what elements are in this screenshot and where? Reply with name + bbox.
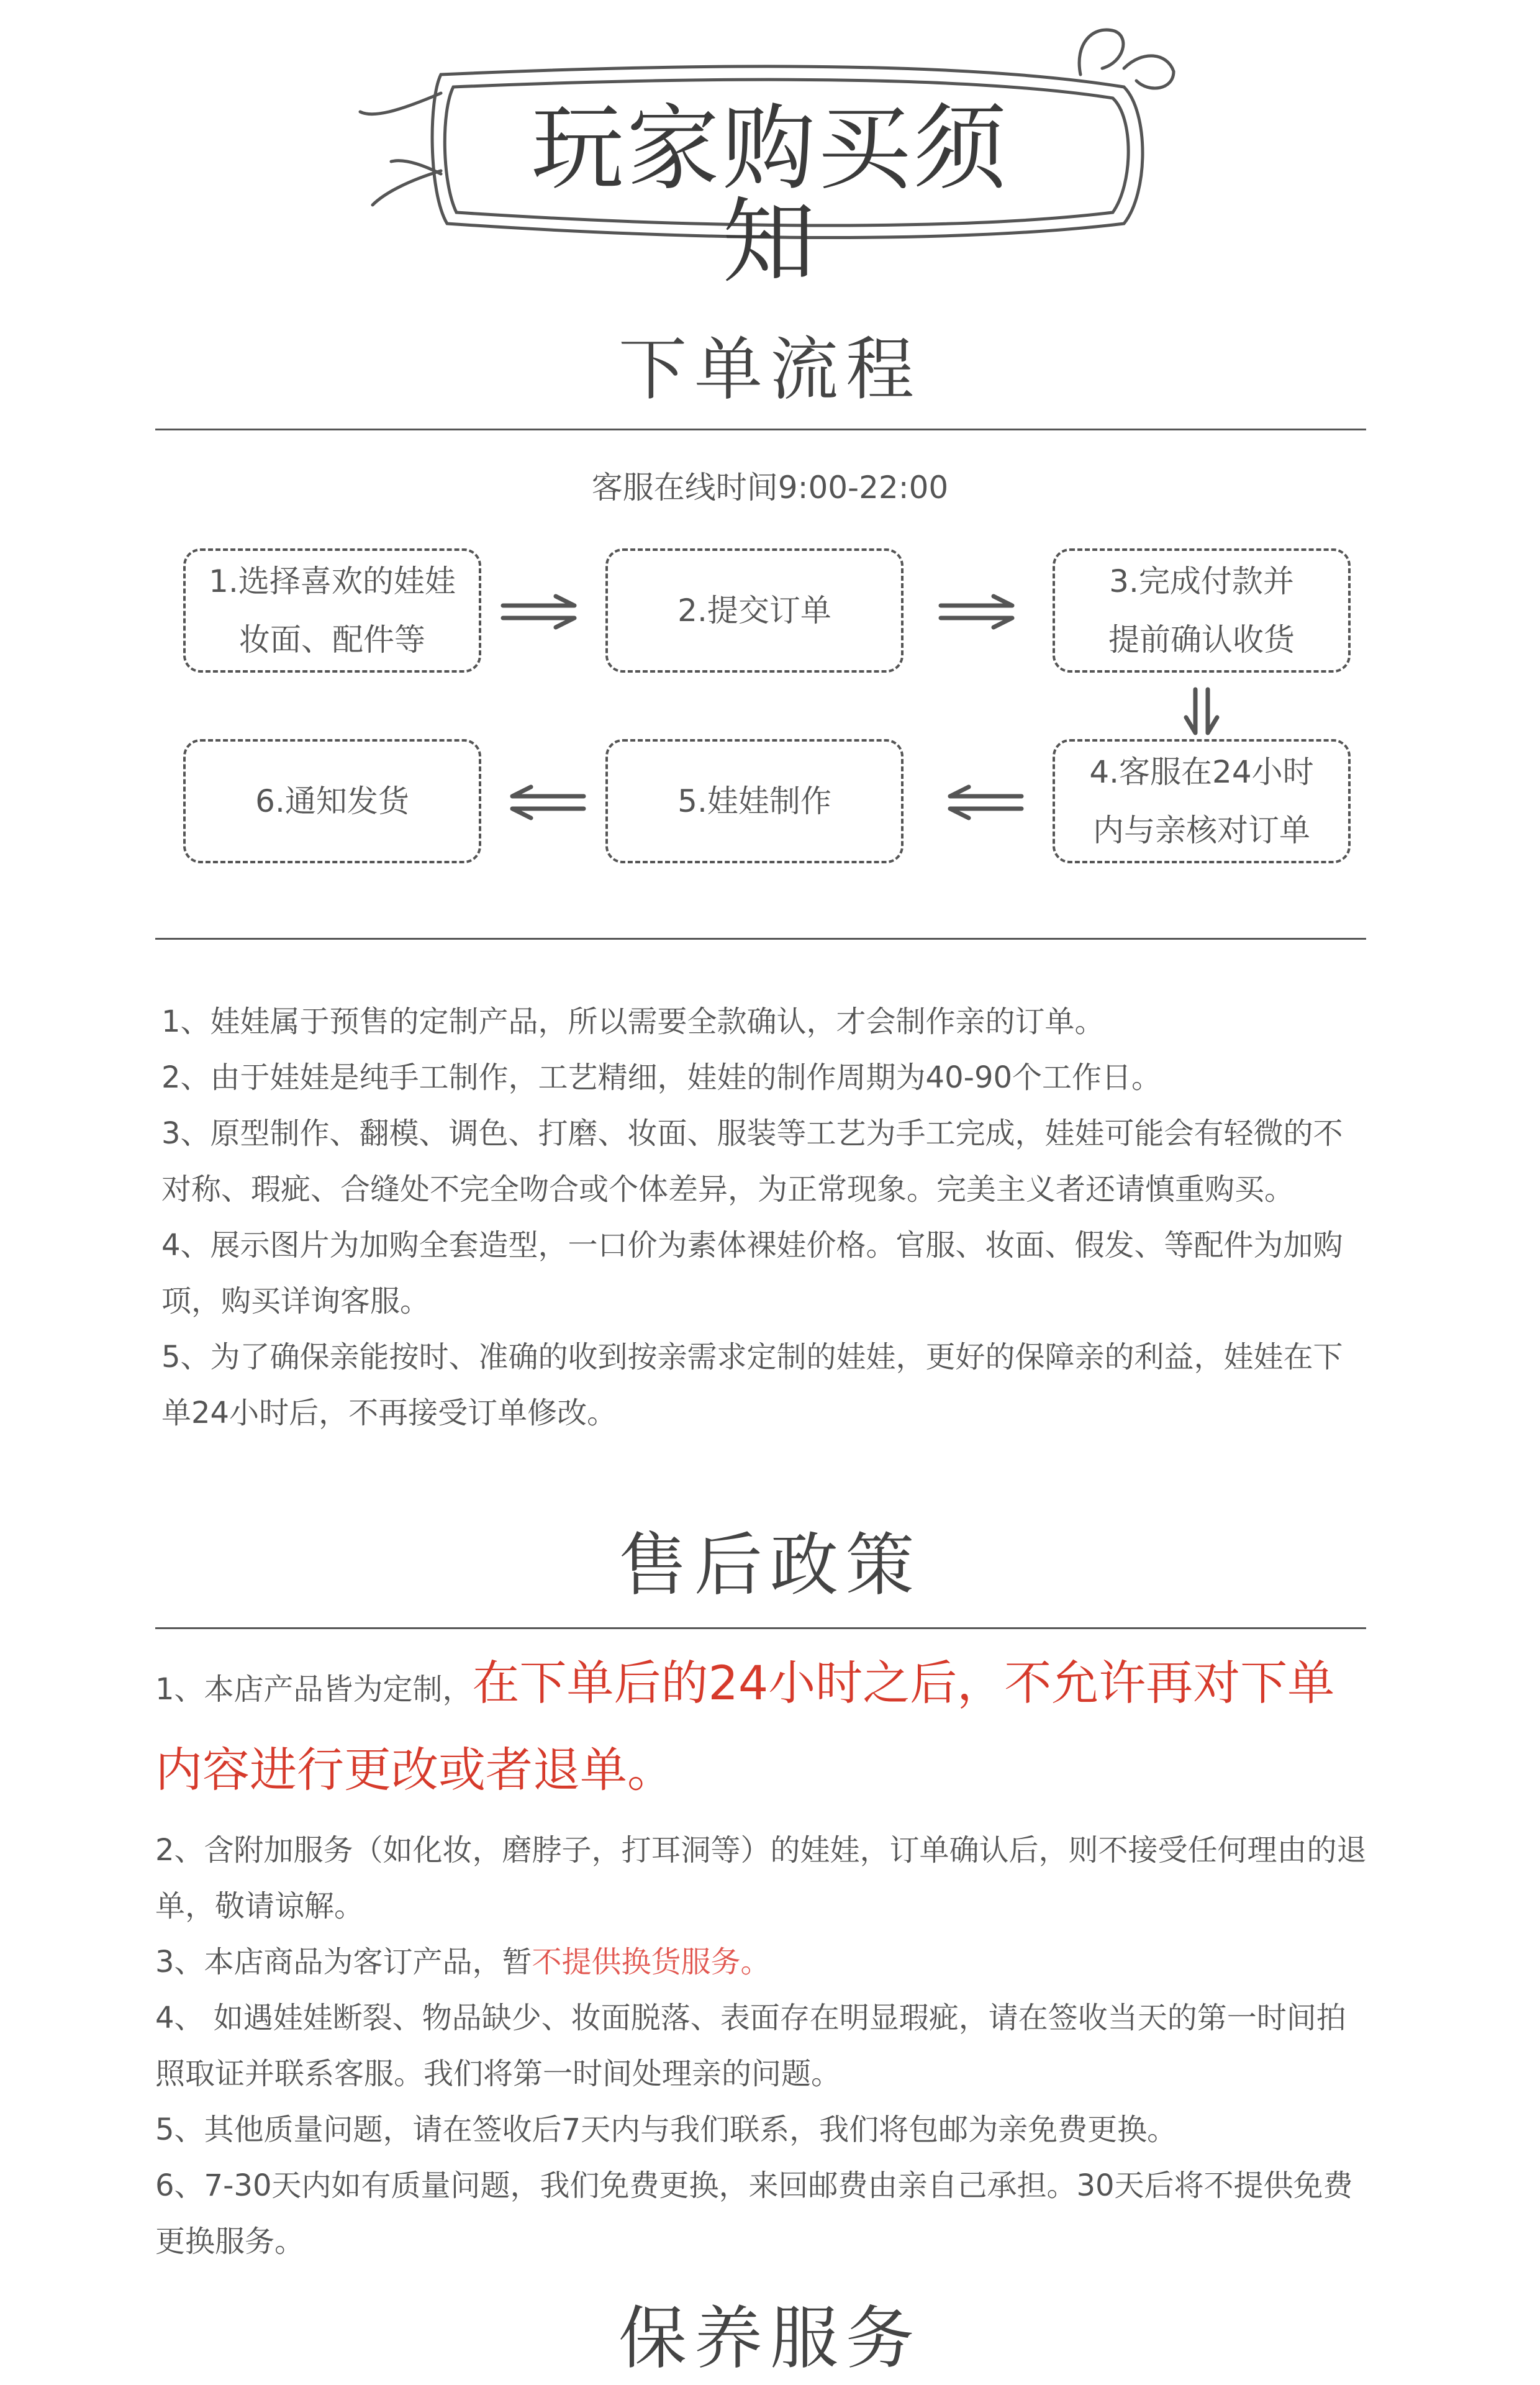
policy-6: 6、7-30天内如有质量问题，我们免费更换，来回邮费由亲自己承担。30天后将不提供免费更换服务。	[155, 2168, 1353, 2259]
note-5: 5、为了确保亲能按时、准确的收到按亲需求定制的娃娃，更好的保障亲的利益，娃娃在下单24小时后，不再接受订单修改。	[161, 1340, 1343, 1430]
policy-4: 4、 如遇娃娃断裂、物品缺少、妆面脱落、表面存在明显瑕疵，请在签收当天的第一时间拍照取证并联系客服。我们将第一时间处理亲的问题。	[155, 2001, 1346, 2091]
policy-1-prefix: 1、本店产品皆为定制，	[155, 1672, 473, 1707]
divider	[155, 938, 1366, 940]
note-2: 2、由于娃娃是纯手工制作，工艺精细，娃娃的制作周期为40-90个工作日。	[161, 1060, 1162, 1095]
policy-5: 5、其他质量问题，请在签收后7天内与我们联系，我们将包邮为亲免费更换。	[155, 2112, 1177, 2147]
policy-1	[155, 1640, 1372, 1814]
note-3: 3、原型制作、翻模、调色、打磨、妆面、服装等工艺为手工完成，娃娃可能会有轻微的不对称、瑕疵、合缝处不完全吻合或个体差异，为正常现象。完美主义者还请慎重购买。	[161, 1116, 1343, 1207]
step-label: 4.客服在24小时 内与亲核对订单	[1089, 754, 1314, 848]
flow-step-6	[183, 739, 481, 863]
after-sales-policy	[155, 1640, 1372, 2269]
policy-1-highlight: 在下单后的24小时之后，不允许再对下单内容进行更改或者退单。	[155, 1655, 1335, 1797]
arrow-left-icon	[500, 784, 587, 821]
after-sales-section-title: 售后政策	[618, 1525, 922, 1605]
service-hours: 客服在线时间9:00-22:00	[591, 470, 949, 506]
arrow-down-icon	[1183, 686, 1220, 739]
flow-step-1	[183, 548, 481, 673]
note-1: 1、娃娃属于预售的定制产品，所以需要全款确认，才会制作亲的订单。	[161, 1004, 1105, 1039]
policy-3	[155, 1934, 1372, 1990]
policy-3-prefix: 3、本店商品为客订产品，暂	[155, 1945, 532, 1979]
step-label: 1.选择喜欢的娃娃 妆面、配件等	[209, 563, 456, 658]
ordering-notes	[161, 994, 1366, 1441]
flow-step-3	[1053, 548, 1351, 673]
maintenance-section-title: 保养服务	[618, 2299, 922, 2378]
divider	[155, 1627, 1366, 1629]
arrow-right-icon	[938, 593, 1025, 630]
policy-2: 2、含附加服务（如化妆，磨脖子，打耳洞等）的娃娃，订单确认后，则不接受任何理由的退单，敬请谅解。	[155, 1833, 1367, 1924]
policy-3-highlight: 不提供换货服务。	[532, 1945, 771, 1979]
note-4: 4、展示图片为加购全套造型，一口价为素体裸娃价格。官服、妆面、假发、等配件为加购项，购买详询客服。	[161, 1228, 1343, 1319]
step-label: 2.提交订单	[677, 593, 831, 629]
arrow-right-icon	[500, 593, 587, 630]
step-label: 6.通知发货	[255, 783, 409, 819]
page-banner-title: 玩家购买须知	[530, 95, 1009, 296]
flow-step-2	[605, 548, 904, 673]
flow-step-4	[1053, 739, 1351, 863]
step-label: 3.完成付款并 提前确认收货	[1108, 563, 1295, 658]
divider	[155, 429, 1366, 430]
step-label: 5.娃娃制作	[677, 783, 831, 819]
arrow-left-icon	[938, 784, 1025, 821]
ordering-section-title: 下单流程	[618, 330, 922, 409]
flow-step-5	[605, 739, 904, 863]
